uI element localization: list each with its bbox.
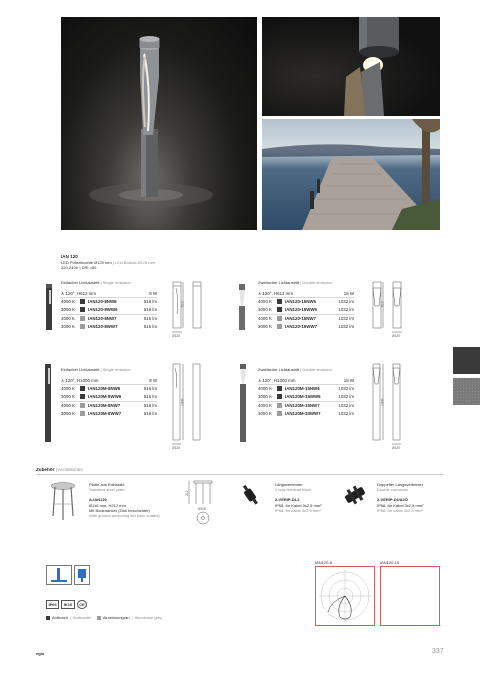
page-number: 337 [432,648,444,655]
plate-line2: Mit Bodenanker (Zink beschichtet) [89,508,150,513]
plate-dimension-drawing [180,478,224,528]
color-swatch [80,307,85,312]
dimension-drawing-1 [363,280,415,342]
dim-height: 1000 [180,398,185,406]
color-swatch [80,386,85,391]
table-row: 4000 K IAN120M-8NW7 516 lm [61,403,157,408]
table-row: 4000 K IAN120M-15NW7 1032 lm [258,403,354,408]
color-swatch [80,324,85,329]
table-row: 4000 K IAN120-15NW6 1032 lm [258,299,354,304]
connector-single-title-de: Längsverbinder [275,482,303,487]
dim-diameter: Ø120 [392,446,401,450]
connector-single-title-en: 2 way terminal block [275,487,312,492]
connector-single-line1: IP68, für Kabel 3x2,5 mm² [275,503,322,508]
mounting-icon [46,565,72,585]
dim-diameter: Ø120 [172,446,181,450]
bollard-detail-illustration [262,17,440,116]
table-row: 4000 K IAN120-15NW7 1032 lm [258,316,354,321]
plate-line3: With ground anchoring set (zinc coated) [89,513,160,518]
diagram-label-left: IAN120-8 [315,560,332,565]
product-photo-main [61,17,257,230]
connector-double-line2: IP68, for cable 3x2,5 mm² [377,508,423,513]
ip-rating-icon: IP66 [46,600,59,609]
diagram-label-right: IAN120-15 [380,560,400,565]
table-row: 3000 K IAN120-15WW7 1032 lm [258,324,354,329]
connector-double-code: 2-VERIP-DUA2O [377,497,408,502]
dimension-drawing-2 [163,362,215,456]
product-name-de: LED Pollerleuchte Ø120 mm [61,260,112,265]
table-row: 3000 K IAN120-8WW6 516 lm [61,307,157,312]
connector-double-title-en: Double connector [377,487,409,492]
spec-table-0 [61,290,157,332]
spec-table-2 [61,377,157,419]
table-row: 4000 K IAN120-8NW6 516 lm [61,299,157,304]
plate-title-de: Platte aus Edelstahl [89,482,125,487]
table-0-title: Einfacher Lichtaustritt | Single emission [61,280,131,285]
accessories-heading: Zubehör | Accessories [36,467,83,472]
color-swatch [277,394,282,399]
table-row: 3000 K IAN120-8WW7 516 lm [61,324,157,329]
dim-height: 1000 [380,398,385,406]
connector-single-illustration [240,484,260,506]
color-swatch [277,411,282,416]
anthracite-swatch [46,616,50,620]
dim-height: 613 [180,301,185,307]
product-code: IAN 120 [61,254,78,259]
plate-illustration [47,480,79,522]
product-photo-dock [262,119,440,230]
spec-header-row: ∧ 120°, H613 mm 8 W [61,291,157,296]
color-swatch [277,386,282,391]
bollard-thumb-single-tall [41,362,55,444]
color-swatch [277,324,282,329]
connector-single-code: 2-VERIP-DL2 [275,497,300,502]
footer-brand: eglo [36,651,45,656]
finish-swatch-anthracite [453,347,480,374]
installation-icon [74,565,90,585]
color-swatch [277,403,282,408]
bollard-photo-illustration [61,17,257,230]
color-swatch [80,403,85,408]
table-row: 3000 K IAN120M-8WW7 516 lm [61,411,157,416]
table-1-title: Zweifacher Lichtaustritt | Double emission [258,280,332,285]
table-row: 4000 K IAN120M-15NW6 1032 lm [258,386,354,391]
color-swatch [80,316,85,321]
connector-double-line1: IP68, für Kabel 3x2,5 mm² [377,503,424,508]
spec-header-row: ∧ 120°, H613 mm 16 W [258,291,354,296]
product-name-en: LED Bollard Ø120 mm [114,260,155,265]
table-row: 3000 K IAN120M-15WW7 1032 lm [258,411,354,416]
grey-swatch [97,616,101,620]
color-swatch [80,394,85,399]
product-name: LED Pollerleuchte Ø120 mm | LED Bollard Ø120 mm [61,260,155,265]
table-row: 3000 K IAN120-15WW6 1032 lm [258,307,354,312]
spec-table-1 [258,290,354,332]
plate-dim-height: 212 [185,490,189,496]
dim-height: 613 [380,301,385,307]
dim-diameter: Ø120 [172,334,181,338]
color-swatch [277,299,282,304]
table-3-title: Zweifacher Lichtaustritt | Double emission [258,367,332,372]
light-distribution-diagram-right [380,566,440,626]
product-photo-detail [262,17,440,116]
connector-double-title-de: Doppelter Längsverbinder [377,482,424,487]
spec-header-row: ∧ 120°, H1000 mm 16 W [258,378,354,383]
dock-scene-illustration [262,119,440,230]
bollard-thumb-double-tall [236,362,250,444]
table-row: 4000 K IAN120-8NW7 516 lm [61,316,157,321]
table-row: 3000 K IAN120M-8WW6 516 lm [61,394,157,399]
ce-mark-icon: CE [77,600,88,609]
dimension-drawing-3 [363,362,415,456]
color-swatch [277,316,282,321]
product-specs: 220-240V | CRI >80 [61,265,97,270]
connector-single-line2: IP68, for cable 3x2,5 mm² [275,508,321,513]
finish-swatch-grey [453,378,480,405]
dim-diameter: Ø120 [392,334,401,338]
color-swatch [80,411,85,416]
connector-double-illustration [342,484,368,506]
plate-title-en: Stainless steel plate [89,487,125,492]
spec-table-3 [258,377,354,419]
color-legend: Anthrazit | Anthracite Aluminiumgrau | Aluminium grey [46,615,162,620]
dimension-drawing-0 [163,280,215,342]
spec-header-row: ∧ 120°, H1000 mm 8 W [61,378,157,383]
plate-line1: Ø116 mm, H212 mm [89,503,126,508]
ik-rating-icon: IK10 [61,600,74,609]
cert-icons [46,600,87,609]
bollard-thumb-single-short [43,282,55,332]
table-row: 4000 K IAN120M-8NW6 516 lm [61,386,157,391]
plate-dim-diameter: Ø116 [198,507,206,511]
table-2-title: Einfacher Lichtaustritt | Single emission [61,367,131,372]
color-swatch [80,299,85,304]
plate-code: A-IAN120 [89,497,107,502]
bollard-thumb-double-short [236,282,248,332]
table-row: 3000 K IAN120M-15WW6 1032 lm [258,394,354,399]
color-swatch [277,307,282,312]
light-distribution-diagram-left [315,566,375,626]
